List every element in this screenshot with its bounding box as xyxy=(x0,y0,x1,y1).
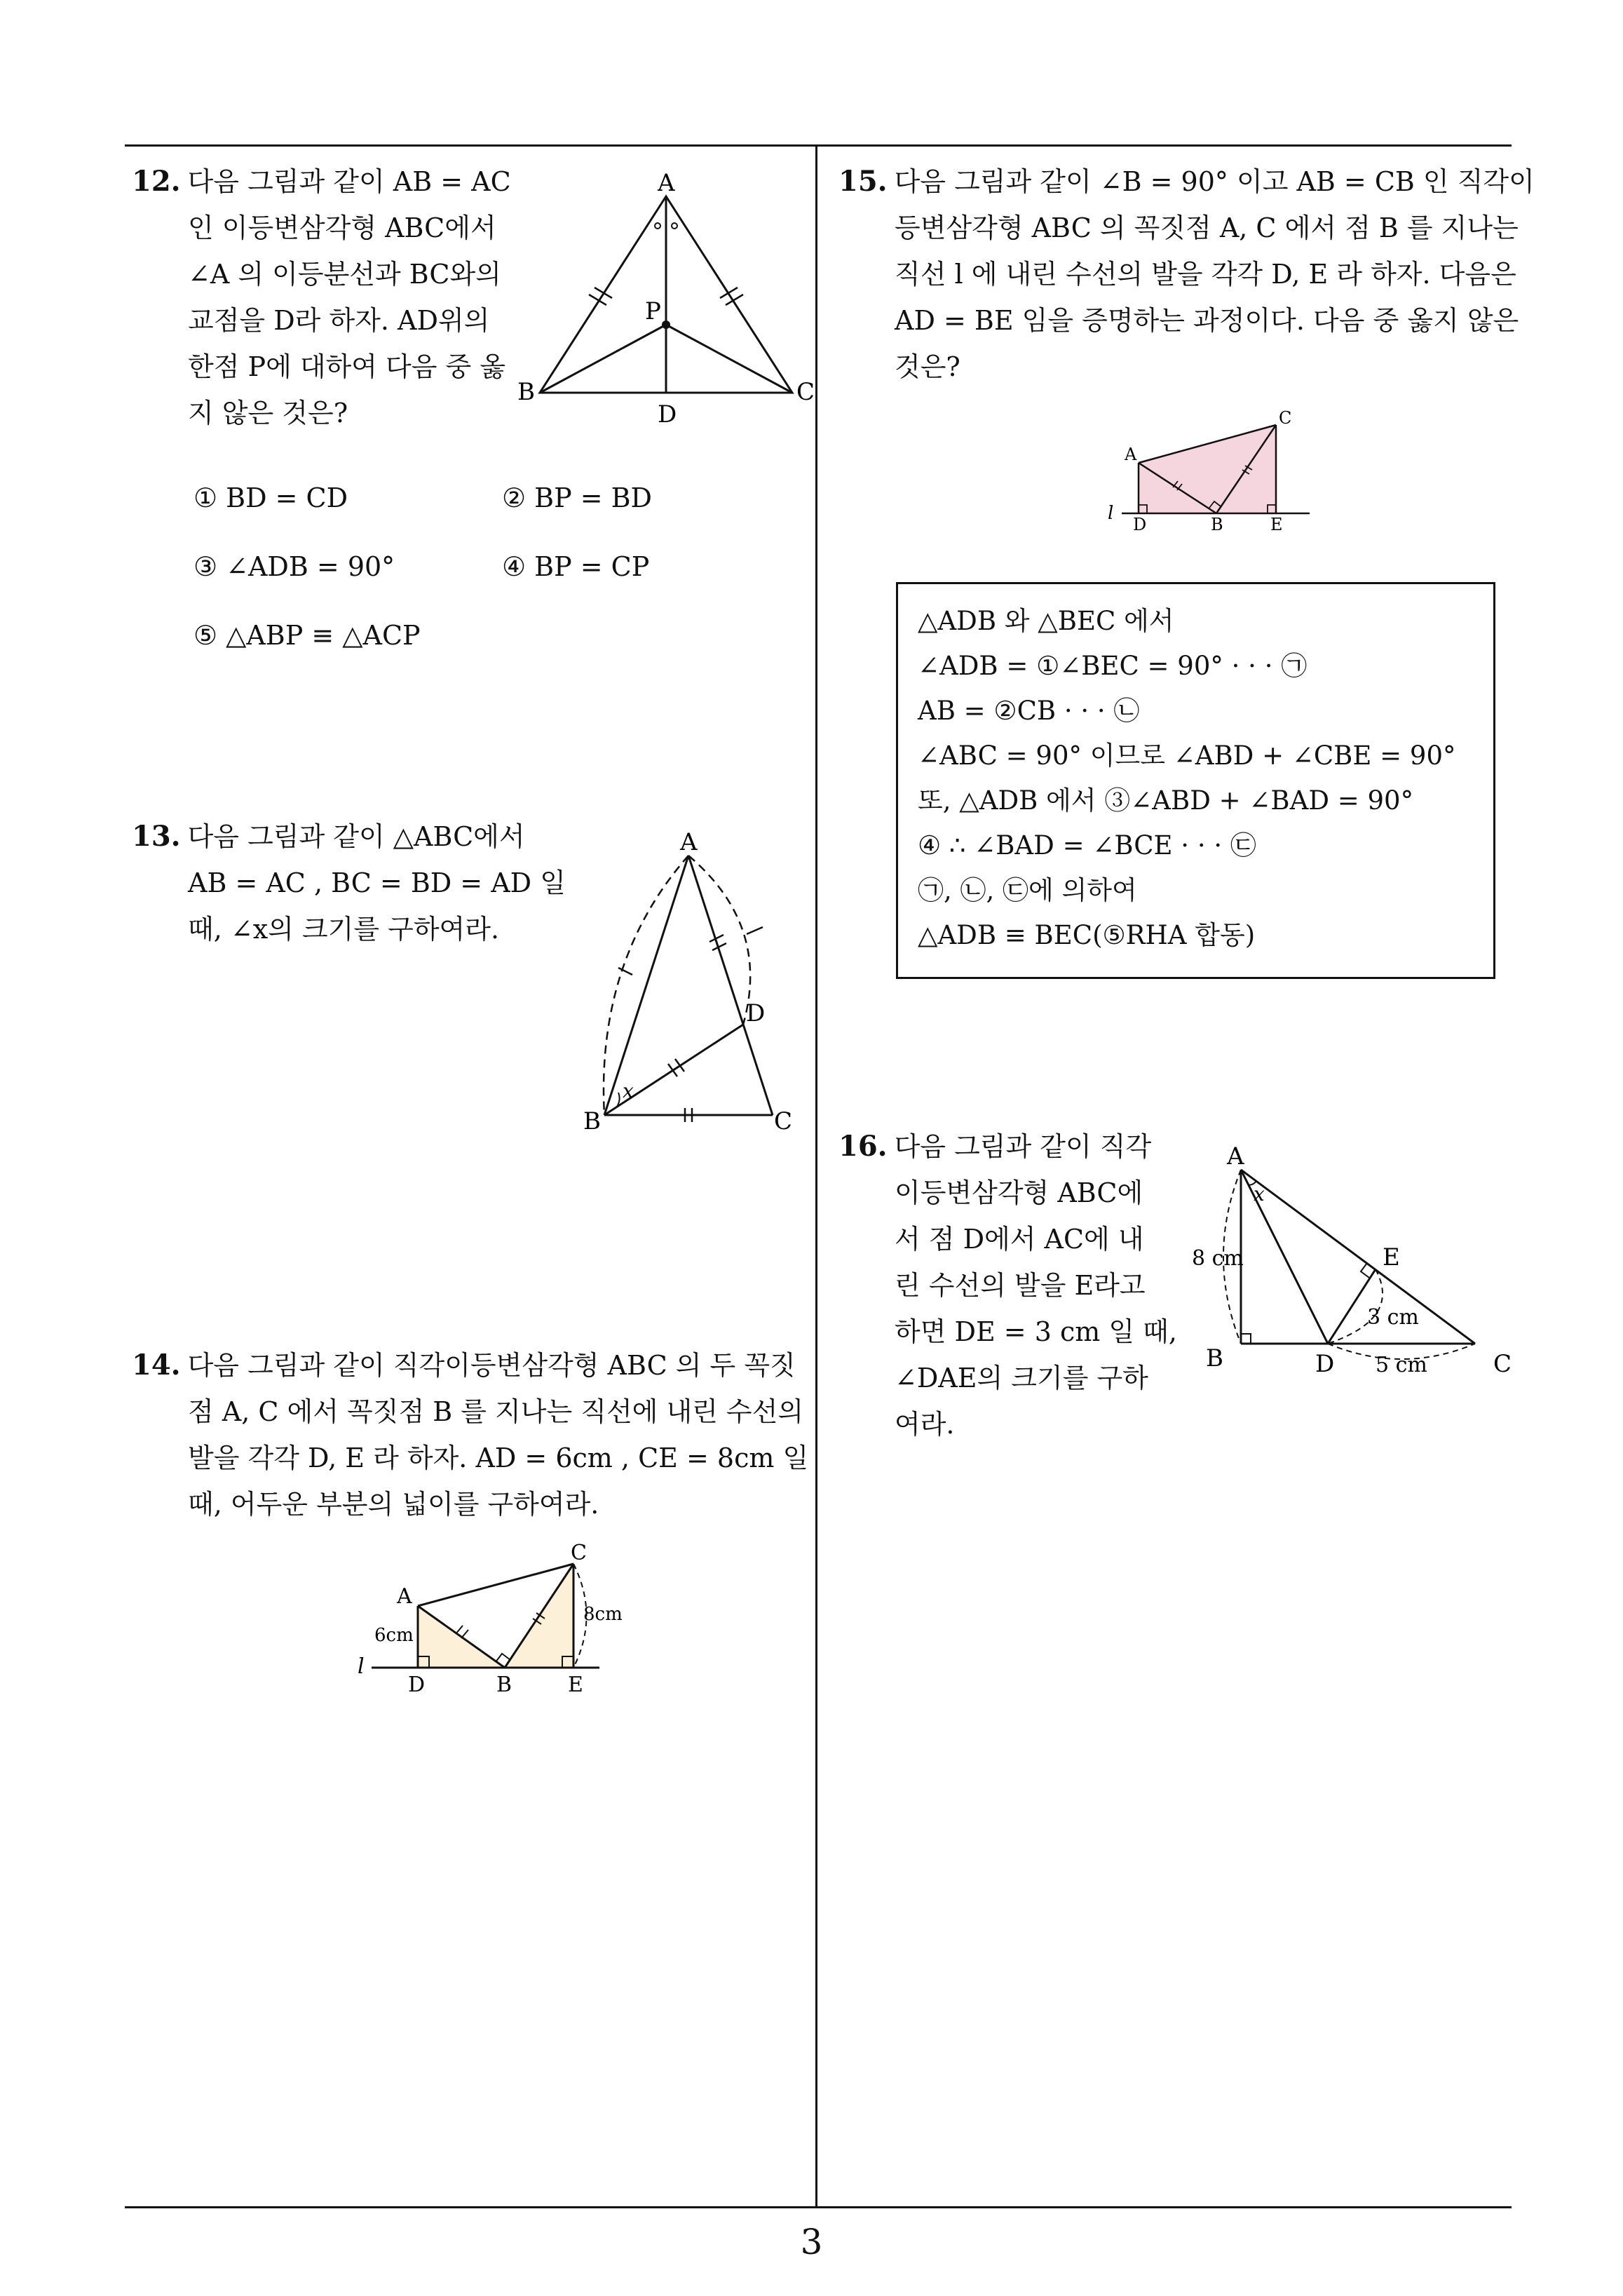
label-a: A xyxy=(658,169,675,197)
label-x: x xyxy=(623,1079,634,1102)
question-14 xyxy=(132,1342,808,1527)
question-number: 15. xyxy=(838,165,888,198)
question-12 xyxy=(132,158,511,436)
question-13-line-1: 13. 다음 그림과 같이 △ABC에서 xyxy=(132,820,525,853)
question-15 xyxy=(838,158,1535,390)
question-14-line-4: 때, 어두운 부분의 넓이를 구하여라. xyxy=(188,1489,599,1520)
label-e: E xyxy=(1270,515,1283,534)
q12-choice-5[interactable]: ⑤ △ABP ≡ △ACP xyxy=(193,620,421,651)
side-ac xyxy=(1241,1170,1475,1344)
label-c: C xyxy=(1279,408,1292,428)
question-number: 14. xyxy=(132,1349,181,1382)
label-b: B xyxy=(517,378,535,406)
label-d: D xyxy=(1315,1350,1335,1378)
proof-line-7: ㉠, ㉡, ㉢에 의하여 xyxy=(918,875,1137,905)
question-15-line-3: 직선 l 에 내린 수선의 발을 각각 D, E 라 하자. 다음은 xyxy=(895,259,1516,290)
label-a: A xyxy=(680,828,698,856)
label-d: D xyxy=(658,400,677,428)
question-number: 16. xyxy=(838,1130,888,1163)
question-12-line-5: 한점 P에 대하여 다음 중 옳 xyxy=(188,351,506,382)
q14-figure xyxy=(358,1536,652,1704)
proof-line-1: △ADB 와 △BEC 에서 xyxy=(918,606,1174,636)
label-c: C xyxy=(796,378,815,406)
label-ab-length: 8 cm xyxy=(1192,1246,1244,1271)
label-b: B xyxy=(583,1107,601,1135)
q15-figure xyxy=(1094,407,1318,533)
label-a: A xyxy=(1227,1142,1244,1170)
label-l: l xyxy=(1108,503,1114,524)
question-13-line-2: AB = AC , BC = BD = AD 일 xyxy=(188,867,566,898)
question-15-line-4: AD = BE 임을 증명하는 과정이다. 다음 중 옳지 않은 xyxy=(895,305,1519,336)
page-number: 3 xyxy=(800,2222,823,2262)
label-c: C xyxy=(571,1541,587,1565)
proof-line-6: ④ ∴ ∠BAD = ∠BCE · · · ㉢ xyxy=(918,830,1256,860)
question-14-line-2: 점 A, C 에서 꼭짓점 B 를 지나는 직선에 내린 수선의 xyxy=(188,1396,804,1427)
label-p: P xyxy=(645,297,661,325)
q12-choice-2[interactable]: ② BP = BD xyxy=(502,482,653,513)
question-16-line-7: 여라. xyxy=(895,1409,955,1440)
top-rule xyxy=(125,144,1512,147)
label-c: C xyxy=(774,1107,793,1135)
side-ab xyxy=(604,856,688,1115)
label-b: B xyxy=(1211,515,1223,534)
label-e: E xyxy=(568,1673,583,1697)
question-16-line-5: 하면 DE = 3 cm 일 때, xyxy=(895,1316,1177,1347)
label-d: D xyxy=(1133,515,1147,534)
q13-figure xyxy=(575,828,799,1136)
label-a: A xyxy=(397,1584,412,1609)
label-ce-length: 8cm xyxy=(583,1604,623,1625)
point-p xyxy=(662,320,670,329)
question-12-line-3: ∠A 의 이등분선과 BC와의 xyxy=(188,259,501,290)
proof-box xyxy=(896,582,1495,979)
question-16-line-1: 16. 다음 그림과 같이 직각 xyxy=(838,1130,1152,1163)
side-ac xyxy=(688,856,773,1115)
label-dc-length: 5 cm xyxy=(1376,1353,1427,1377)
label-d: D xyxy=(408,1673,426,1697)
question-16 xyxy=(838,1123,1177,1447)
label-d: D xyxy=(746,999,766,1027)
q12-choice-4[interactable]: ④ BP = CP xyxy=(502,551,650,582)
question-14-line-1: 14. 다음 그림과 같이 직각이등변삼각형 ABC 의 두 꼭짓 xyxy=(132,1349,796,1382)
label-c: C xyxy=(1493,1350,1512,1378)
question-12-line-4: 교점을 D라 하자. AD위의 xyxy=(188,305,490,336)
question-13 xyxy=(132,813,566,952)
q16-figure xyxy=(1192,1136,1521,1389)
label-b: B xyxy=(496,1673,512,1697)
column-divider xyxy=(815,144,817,2208)
q12-figure xyxy=(519,168,813,428)
question-15-line-5: 것은? xyxy=(895,351,960,382)
bottom-rule xyxy=(125,2206,1512,2208)
proof-line-4: ∠ABC = 90° 이므로 ∠ABD + ∠CBE = 90° xyxy=(918,741,1456,771)
question-14-line-3: 발을 각각 D, E 라 하자. AD = 6cm , CE = 8cm 일 xyxy=(188,1443,809,1473)
label-l: l xyxy=(358,1654,365,1679)
proof-line-2: ∠ADB = ①∠BEC = 90° · · · ㉠ xyxy=(918,651,1308,681)
question-number: 13. xyxy=(132,820,181,853)
proof-line-3: AB = ②CB · · · ㉡ xyxy=(918,696,1140,726)
question-12-line-2: 인 이등변삼각형 ABC에서 xyxy=(188,212,496,243)
question-16-line-3: 서 점 D에서 AC에 내 xyxy=(895,1224,1144,1255)
segment-bp xyxy=(540,325,666,393)
segment-cp xyxy=(666,325,792,393)
label-b: B xyxy=(1206,1344,1223,1372)
question-15-line-1: 15. 다음 그림과 같이 ∠B = 90° 이고 AB = CB 인 직각이 xyxy=(838,165,1535,198)
proof-line-8: △ADB ≡ BEC(⑤RHA 합동) xyxy=(918,920,1256,950)
question-12-line-6: 지 않은 것은? xyxy=(188,398,348,428)
q12-choice-1[interactable]: ① BD = CD xyxy=(193,482,348,513)
question-number: 12. xyxy=(132,165,181,198)
question-13-line-3: 때, ∠x의 크기를 구하여라. xyxy=(188,914,500,945)
question-16-line-6: ∠DAE의 크기를 구하 xyxy=(895,1363,1148,1393)
label-a: A xyxy=(1125,445,1137,464)
proof-line-5: 또, △ADB 에서 ③∠ABD + ∠BAD = 90° xyxy=(918,785,1414,816)
label-e: E xyxy=(1383,1243,1400,1271)
label-ad-length: 6cm xyxy=(374,1625,414,1646)
question-16-line-2: 이등변삼각형 ABC에 xyxy=(895,1177,1143,1208)
label-de-length: 3 cm xyxy=(1367,1305,1419,1330)
question-12-line-1: 12. 다음 그림과 같이 AB = AC xyxy=(132,165,511,198)
question-16-line-4: 린 수선의 발을 E라고 xyxy=(895,1270,1146,1301)
q12-choice-3[interactable]: ③ ∠ADB = 90° xyxy=(193,551,395,582)
label-x: x xyxy=(1254,1182,1265,1206)
question-15-line-2: 등변삼각형 ABC 의 꼭짓점 A, C 에서 점 B 를 지나는 xyxy=(895,212,1519,243)
